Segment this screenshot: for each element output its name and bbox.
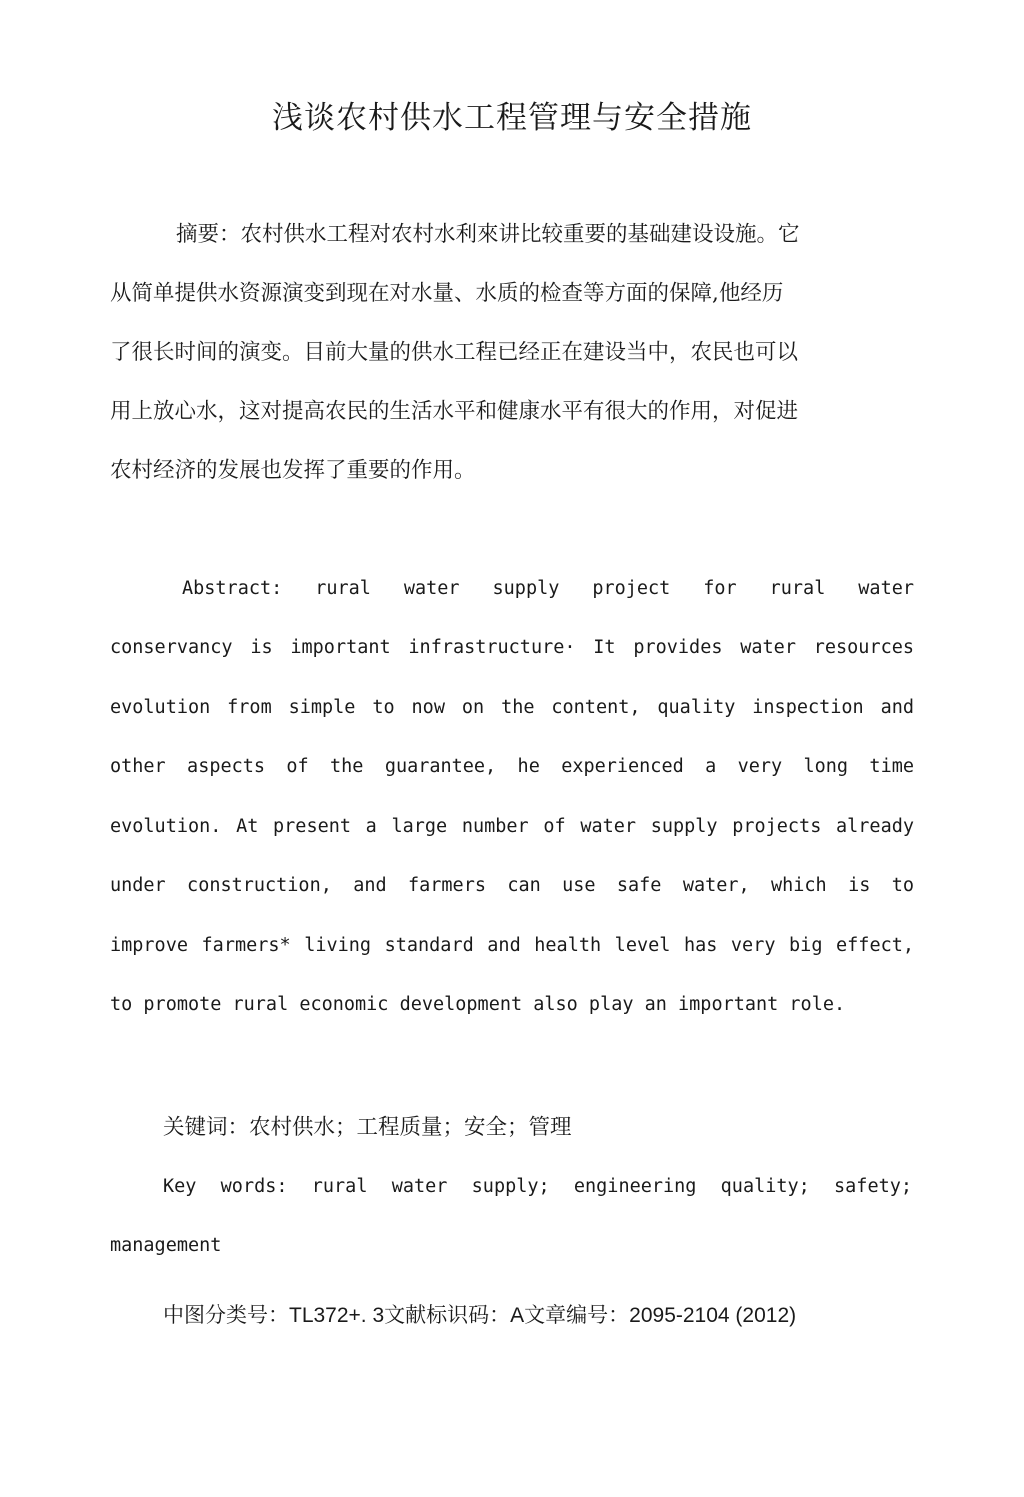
clc-label: 中图分类号： [163,1303,289,1327]
abstract-en-line: Abstract: rural water supply project for rural water [182,578,914,599]
abstract-en-line: evolution from simple to now on the content, quality inspection and [110,697,914,718]
abstract-en-line: evolution. At present a large number of water supply projects already [110,816,914,837]
abstract-en-line: under construction, and farmers can use safe water, which is to [110,875,914,896]
abstract-en-line: other aspects of the guarantee, he experienced a very long time [110,756,914,777]
abstract-cn-line: 摘要：农村供水工程对农村水利來讲比较重要的基础建设设施。它 [176,222,800,247]
abstract-cn-line: 了很长时间的演变。目前大量的供水工程已经正在建设当中，农民也可以 [110,340,799,365]
document-title: 浅谈农村供水工程管理与安全措施 [272,100,752,136]
clc-value: TL372+. 3 [289,1304,385,1327]
classification-line [163,1300,796,1331]
abstract-en-line: improve farmers* living standard and health level has very big effect, [110,935,914,956]
keywords-en-line: Key words: rural water supply; engineering quality; safety; [163,1176,912,1197]
abstract-cn-line: 农村经济的发展也发挥了重要的作用。 [110,458,476,483]
abstract-cn-line: 从简单提供水资源演变到现在对水量、水质的检查等方面的保障,他经历 [110,281,784,306]
doc-code-value: A [510,1304,525,1327]
abstract-en-line: to promote rural economic development also play an important role. [110,994,846,1015]
keywords-cn: 关键词：农村供水；工程质量；安全；管理 [163,1115,572,1140]
doc-code-label: 文献标识码： [384,1303,511,1327]
abstract-en-line: conservancy is important infrastructure· It provides water resources [110,637,914,658]
keywords-en-line: management [110,1235,222,1256]
abstract-cn-line: 用上放心水，这对提高农民的生活水平和健康水平有很大的作用，对促进 [110,399,799,424]
article-no-label: 文章编号： [524,1303,630,1327]
article-no-value: 2095-2104 (2012) [629,1304,797,1327]
